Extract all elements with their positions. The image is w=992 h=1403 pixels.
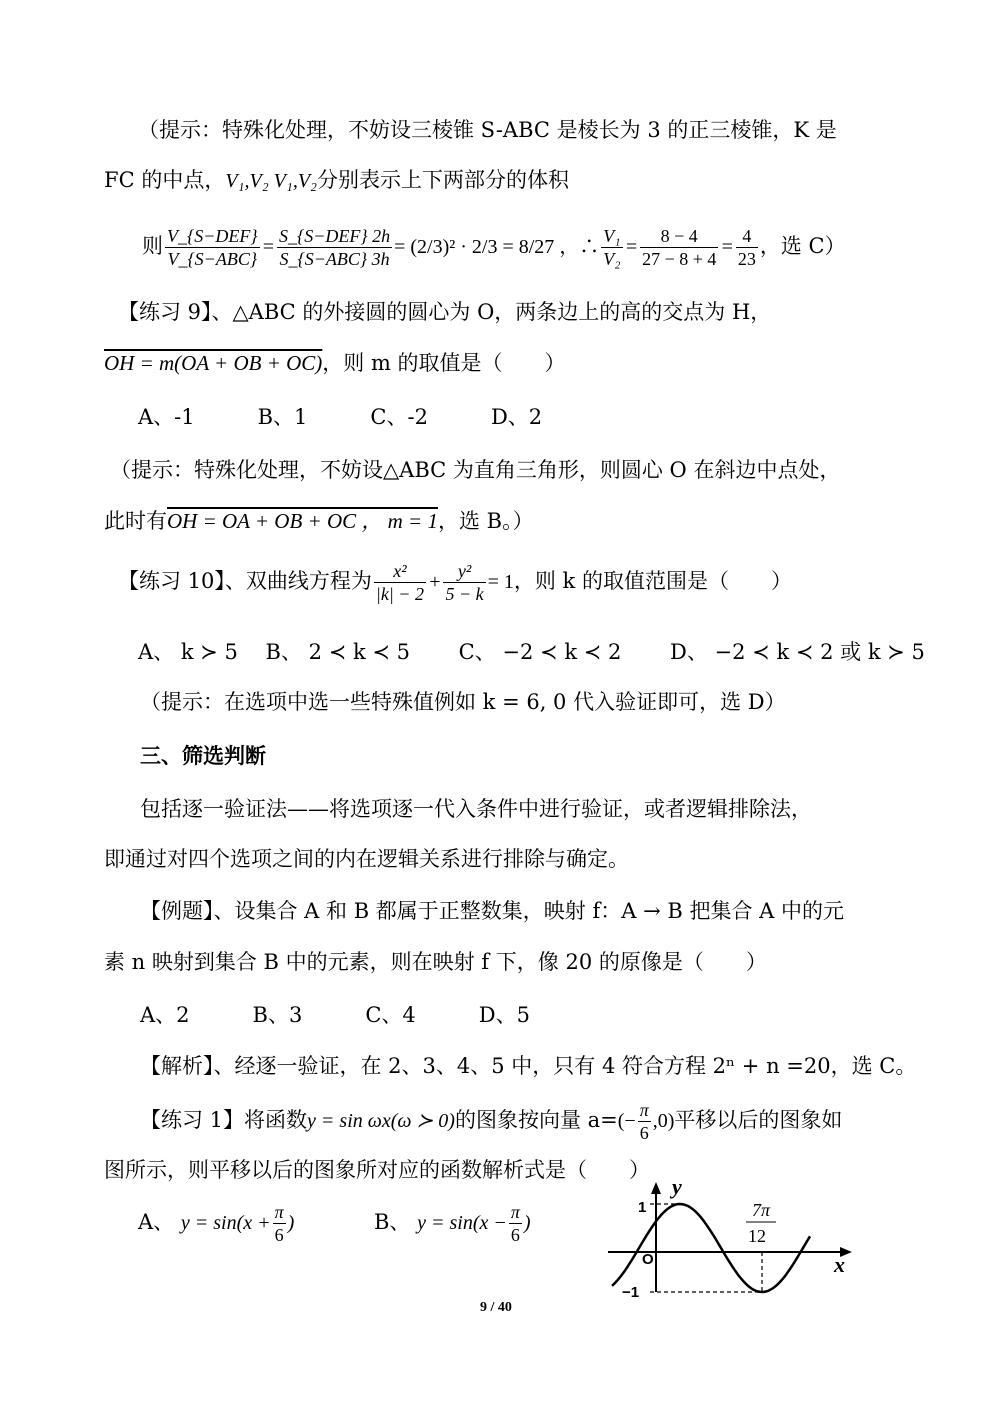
option-b — [374, 1200, 531, 1246]
exercise-line — [104, 349, 566, 377]
exercise-line — [118, 558, 792, 605]
vector-equation: OH = m(OA + OB + OC) — [104, 351, 323, 375]
math-expression: y = sin(x − — [417, 1212, 507, 1234]
options: A、2 B、3 C、4 D、5 — [140, 1003, 530, 1027]
equals: = 1 — [487, 571, 514, 593]
denominator: 27 − 8 + 4 — [642, 249, 717, 269]
fraction — [443, 560, 485, 605]
denominator: |k| − 2 — [375, 584, 424, 604]
numerator: S_{S−DEF} 2h — [279, 226, 391, 246]
denominator: 6 — [510, 1225, 520, 1245]
hint-line: （提示：在选项中选一些特殊值例如 k = 6, 0 代入验证即可，选 D） — [140, 690, 786, 714]
text: 【练习 10】、双曲线方程为 — [118, 569, 372, 593]
numerator: π — [510, 1202, 520, 1222]
tick-top-label: 1 — [638, 1199, 647, 1216]
fraction — [601, 225, 622, 270]
exercise-title: 【练习 9】、△ABC 的外接圆的圆心为 O，两条边上的高的交点为 H， — [118, 300, 772, 324]
fraction — [640, 225, 718, 270]
example-line: 素 n 映射到集合 B 中的元素，则在映射 f 下，像 20 的原像是（ ） — [104, 950, 767, 974]
denominator: 6 — [274, 1225, 284, 1245]
example-line: 【例题】、设集合 A 和 B 都属于正整数集，映射 f：A → B 把集合 A 中的元 — [140, 899, 844, 923]
text: ，则 m 的取值是（ ） — [322, 351, 566, 375]
options: A、 k ≻ 5 B、 2 ≺ k ≺ 5 C、 −2 ≺ k ≺ 2 D、 −2 ≺ k ≺ 2 或 k ≻ 5 — [138, 640, 925, 664]
fraction — [277, 225, 392, 270]
fraction — [273, 1201, 286, 1246]
fraction — [736, 225, 758, 270]
exercise-line — [140, 1098, 842, 1144]
text: ) — [523, 1212, 531, 1234]
math-expression: y = sin ωx(ω ≻ 0) — [307, 1110, 455, 1132]
text: 则 — [142, 234, 163, 258]
denominator: 5 − k — [445, 584, 484, 604]
denominator: S_{S−ABC} 3h — [279, 249, 390, 269]
hint-line: （提示：特殊化处理，不妨设△ABC 为直角三角形，则圆心 O 在斜边中点处， — [110, 458, 841, 482]
numerator: 4 — [736, 225, 758, 248]
hint-line: （提示：特殊化处理，不妨设三棱锥 S-ABC 是棱长为 3 的正三棱锥，K 是 — [138, 118, 837, 142]
numerator: π — [639, 1100, 649, 1120]
plus-sign: + — [427, 571, 442, 593]
option-label: B、 — [374, 1210, 411, 1234]
text: (− — [617, 1110, 636, 1132]
formula-line: 则 $\frac{\text{V\_\{S−DEF\}}}{\text{V\_\{S−ABC\}}}$ = $\frac{\text{S\_\{S−DEF\} 2h}}{\text{S\_\{S−ABC\} 3h}}$ = (2/3)² · 2/3 = 8/27 ，∴ $\frac{\text{V₁}}{\text{V₂}}$ = $\frac{8 - 4}{27 - 8 + 4}$ = $\frac{4}{23}$ ，选 C） — [142, 226, 846, 269]
text: ,0) — [652, 1110, 675, 1132]
text: ，选 C） — [759, 234, 846, 258]
paragraph-line: 即通过对四个选项之间的内在逻辑关系进行排除与确定。 — [104, 847, 629, 871]
numerator: V₁ — [603, 226, 621, 246]
hint-line — [104, 507, 534, 535]
text: 此时有 — [104, 509, 167, 533]
solution-line: 【解析】、经逐一验证，在 2、3、4、5 中，只有 4 符合方程 2ⁿ + n =20，选 C。 — [140, 1054, 917, 1078]
option-a — [138, 1200, 294, 1246]
section-heading: 三、筛选判断 — [140, 744, 266, 768]
annotation-denominator: 12 — [748, 1226, 766, 1246]
math-expression: V₁,V₂ V₁,V₂ — [225, 170, 318, 192]
y-label: y — [672, 1180, 682, 1199]
sine-curve — [612, 1204, 810, 1292]
text: ，则 k 的取值范围是（ ） — [513, 569, 792, 593]
fraction — [638, 1099, 651, 1144]
numerator: π — [274, 1202, 284, 1222]
text: 【练习 1】将函数 — [140, 1108, 308, 1132]
origin-label: O — [642, 1251, 654, 1268]
denominator: V₂ — [603, 249, 621, 269]
numerator: y² — [443, 560, 485, 583]
paragraph-line: 包括逐一验证法——将选项逐一代入条件中进行验证，或者逻辑排除法， — [140, 797, 812, 821]
text: FC 的中点， — [104, 168, 226, 192]
vector-equation: OH = OA + OB + OC ， m = 1 — [167, 509, 438, 533]
denominator: 23 — [737, 249, 756, 269]
exercise-line: 图所示，则平移以后的图象所对应的函数解析式是（ ） — [104, 1158, 650, 1182]
math-expression: y = sin(x + — [180, 1212, 271, 1234]
text: 的图象按向量 a= — [454, 1108, 618, 1132]
option-label: A、 — [138, 1210, 175, 1234]
annotation-numerator: 7π — [752, 1200, 771, 1220]
fraction — [165, 225, 260, 270]
numerator: V_{S−DEF} — [167, 226, 258, 246]
y-axis-arrow — [651, 1182, 661, 1194]
fraction — [374, 560, 426, 605]
hint-line — [104, 166, 569, 195]
page-number: 9 / 40 — [480, 1300, 512, 1315]
math-expression: = (2/3)² · 2/3 = 8/27 ，∴ — [394, 236, 600, 258]
denominator: 6 — [639, 1123, 649, 1143]
sine-graph — [600, 1180, 860, 1300]
numerator: x² — [374, 560, 426, 583]
denominator: V_{S−ABC} — [167, 249, 258, 269]
options: A、-1 B、1 C、-2 D、2 — [138, 405, 543, 429]
numerator: 8 − 4 — [640, 225, 718, 248]
text: ，选 B。） — [437, 509, 534, 533]
tick-bottom-label: −1 — [622, 1284, 640, 1300]
text: 分别表示上下两部分的体积 — [317, 168, 570, 192]
text: ) — [287, 1212, 295, 1234]
x-label: x — [834, 1252, 845, 1277]
text: 平移以后的图象如 — [674, 1108, 843, 1132]
fraction — [509, 1201, 522, 1246]
